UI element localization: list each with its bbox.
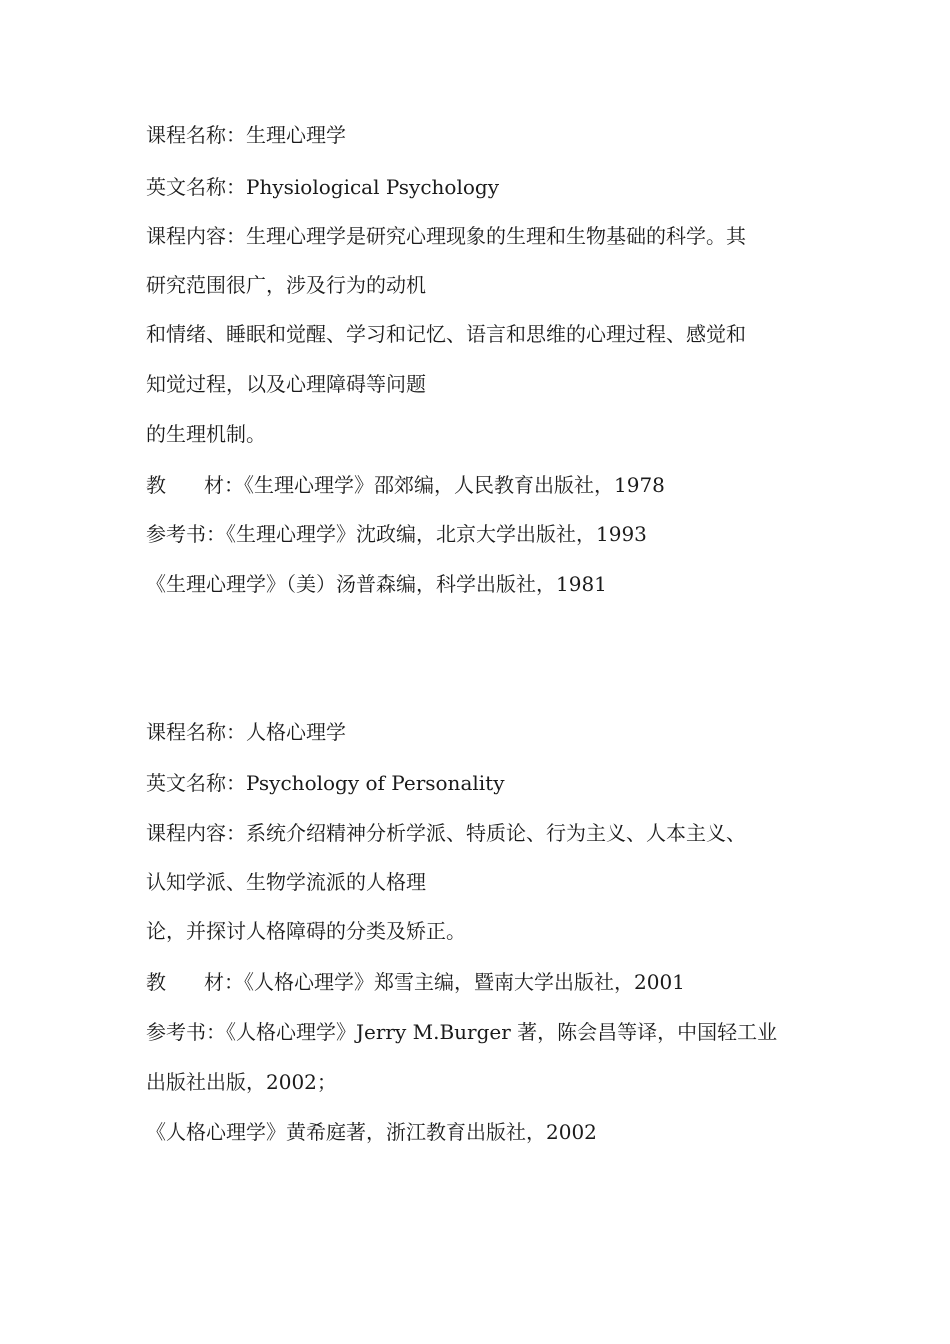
english-name-line: 英文名称：Physiological Psychology (146, 175, 499, 199)
textbook-line (146, 472, 665, 498)
course-content-line: 认知学派、生物学流派的人格理 (146, 870, 426, 894)
course-content-line: 的生理机制。 (146, 422, 266, 446)
reference-line: 参考书：《人格心理学》Jerry M.Burger 著，陈会昌等译，中国轻工业 (146, 1020, 778, 1044)
course-content-line: 研究范围很广，涉及行为的动机 (146, 273, 426, 297)
textbook-label-first: 教 (146, 970, 166, 994)
reference-line: 《人格心理学》黄希庭著，浙江教育出版社，2002 (146, 1120, 597, 1144)
textbook-label-second: 材： (204, 970, 244, 994)
textbook-label-first: 教 (146, 473, 166, 497)
reference-line: 出版社出版，2002； (146, 1070, 337, 1094)
textbook-line (146, 969, 685, 995)
reference-line: 参考书：《生理心理学》沈政编，北京大学出版社，1993 (146, 522, 647, 546)
reference-line: 《生理心理学》（美）汤普森编，科学出版社，1981 (146, 572, 607, 596)
english-name-line: 英文名称：Psychology of Personality (146, 771, 505, 795)
course-content-line: 课程内容：系统介绍精神分析学派、特质论、行为主义、人本主义、 (146, 821, 746, 845)
course-name-line: 课程名称：生理心理学 (146, 123, 346, 147)
textbook-value: 《生理心理学》邵郊编，人民教育出版社，1978 (244, 473, 665, 497)
textbook-value: 《人格心理学》郑雪主编，暨南大学出版社，2001 (244, 970, 685, 994)
course-name-line: 课程名称：人格心理学 (146, 720, 346, 744)
textbook-label-second: 材： (204, 473, 244, 497)
course-content-line: 知觉过程，以及心理障碍等问题 (146, 372, 426, 396)
course-content-line: 课程内容：生理心理学是研究心理现象的生理和生物基础的科学。其 (146, 224, 746, 248)
course-content-line: 论，并探讨人格障碍的分类及矫正。 (146, 919, 466, 943)
course-content-line: 和情绪、睡眠和觉醒、学习和记忆、语言和思维的心理过程、感觉和 (146, 322, 746, 346)
